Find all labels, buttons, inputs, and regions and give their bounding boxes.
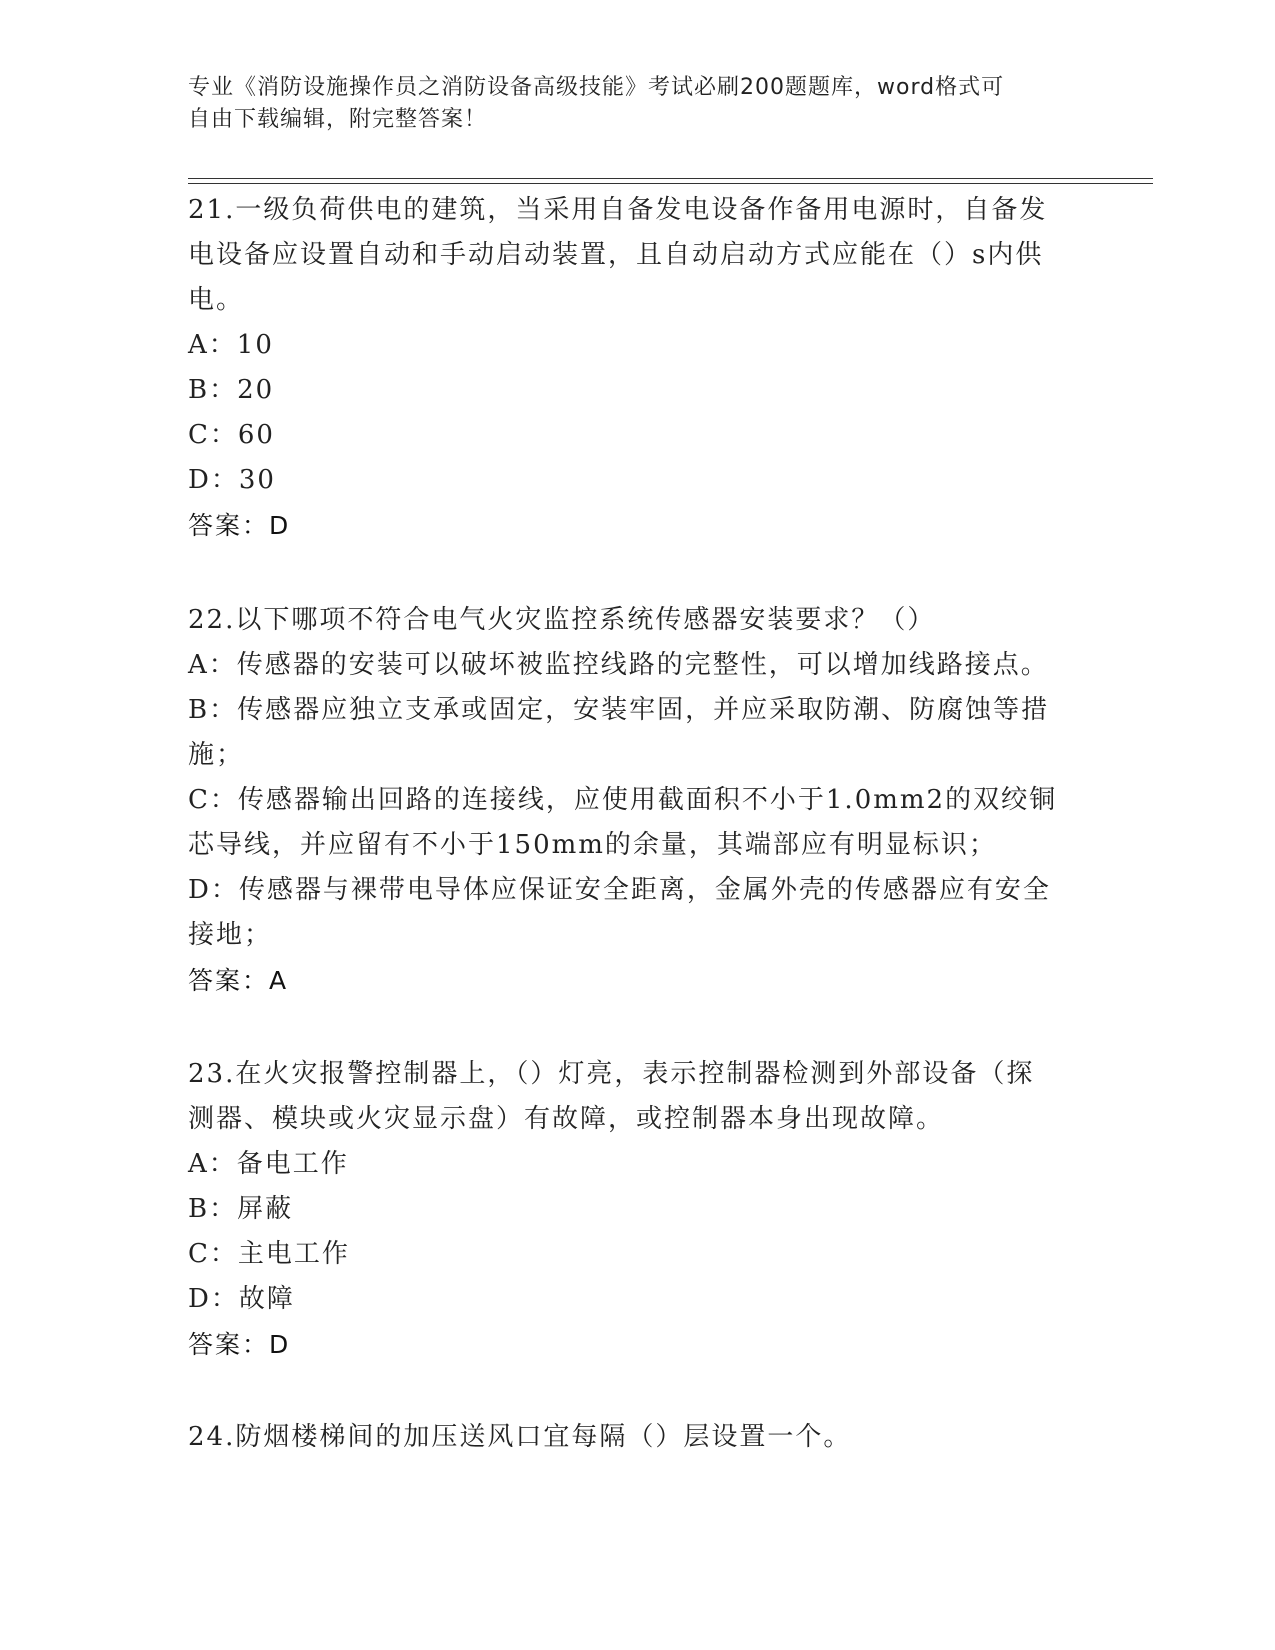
option-b bbox=[188, 1187, 1088, 1232]
option-d bbox=[188, 458, 1088, 503]
question-stem bbox=[188, 1415, 1088, 1460]
option-c bbox=[188, 413, 1088, 458]
answer-line: 答案：D bbox=[188, 511, 291, 540]
option-text: C：传感器输出回路的连接线，应使用截面积不小于1.0mm2的双绞铜 bbox=[188, 785, 1058, 815]
question-24 bbox=[188, 1415, 1088, 1460]
option-b bbox=[188, 368, 1088, 413]
header-divider bbox=[188, 178, 1153, 179]
document-header bbox=[188, 72, 1088, 136]
stem-line: 测器、模块或火灾显示盘）有故障，或控制器本身出现故障。 bbox=[188, 1104, 945, 1134]
answer-line: 答案：D bbox=[188, 1330, 291, 1359]
header-line: 自由下载编辑，附完整答案！ bbox=[188, 107, 488, 132]
stem-line: 电设备应设置自动和手动启动装置，且自动启动方式应能在（）s内供 bbox=[188, 240, 1044, 270]
option-text: 接地； bbox=[188, 920, 273, 950]
question-stem bbox=[188, 188, 1088, 323]
option-text: A：备电工作 bbox=[188, 1149, 349, 1179]
stem-line: 22.以下哪项不符合电气火灾监控系统传感器安装要求？（） bbox=[188, 605, 936, 635]
option-text: 芯导线，并应留有不小于150mm的余量，其端部应有明显标识； bbox=[188, 830, 997, 860]
option-text: B：传感器应独立支承或固定，安装牢固，并应采取防潮、防腐蚀等措 bbox=[188, 695, 1050, 725]
question-23 bbox=[188, 1052, 1088, 1367]
option-text: D：30 bbox=[188, 465, 276, 495]
option-text: D：传感器与裸带电导体应保证安全距离，金属外壳的传感器应有安全 bbox=[188, 875, 1051, 905]
header-divider bbox=[188, 183, 1153, 184]
question-22 bbox=[188, 598, 1088, 1003]
stem-line: 电。 bbox=[188, 285, 245, 315]
option-a bbox=[188, 1142, 1088, 1187]
option-c bbox=[188, 778, 1088, 868]
option-text: 施； bbox=[188, 740, 245, 770]
option-text: A：传感器的安装可以破坏被监控线路的完整性，可以增加线路接点。 bbox=[188, 650, 1049, 680]
option-c bbox=[188, 1232, 1088, 1277]
option-d bbox=[188, 1277, 1088, 1322]
question-stem bbox=[188, 1052, 1088, 1142]
stem-line: 21.一级负荷供电的建筑，当采用自备发电设备作备用电源时，自备发 bbox=[188, 195, 1048, 225]
option-d bbox=[188, 868, 1088, 958]
stem-line: 24.防烟楼梯间的加压送风口宜每隔（）层设置一个。 bbox=[188, 1422, 852, 1452]
option-text: D：故障 bbox=[188, 1284, 295, 1314]
header-line: 专业《消防设施操作员之消防设备高级技能》考试必刷200题题库，word格式可 bbox=[188, 75, 1005, 100]
option-text: C：主电工作 bbox=[188, 1239, 350, 1269]
option-text: A：10 bbox=[188, 330, 274, 360]
question-21 bbox=[188, 188, 1088, 548]
option-b bbox=[188, 688, 1088, 778]
stem-line: 23.在火灾报警控制器上，（）灯亮，表示控制器检测到外部设备（探 bbox=[188, 1059, 1035, 1089]
option-a bbox=[188, 643, 1088, 688]
question-stem bbox=[188, 598, 1088, 643]
option-a bbox=[188, 323, 1088, 368]
option-text: B：屏蔽 bbox=[188, 1194, 294, 1224]
option-text: C：60 bbox=[188, 420, 275, 450]
option-text: B：20 bbox=[188, 375, 275, 405]
answer-line: 答案：A bbox=[188, 966, 289, 995]
